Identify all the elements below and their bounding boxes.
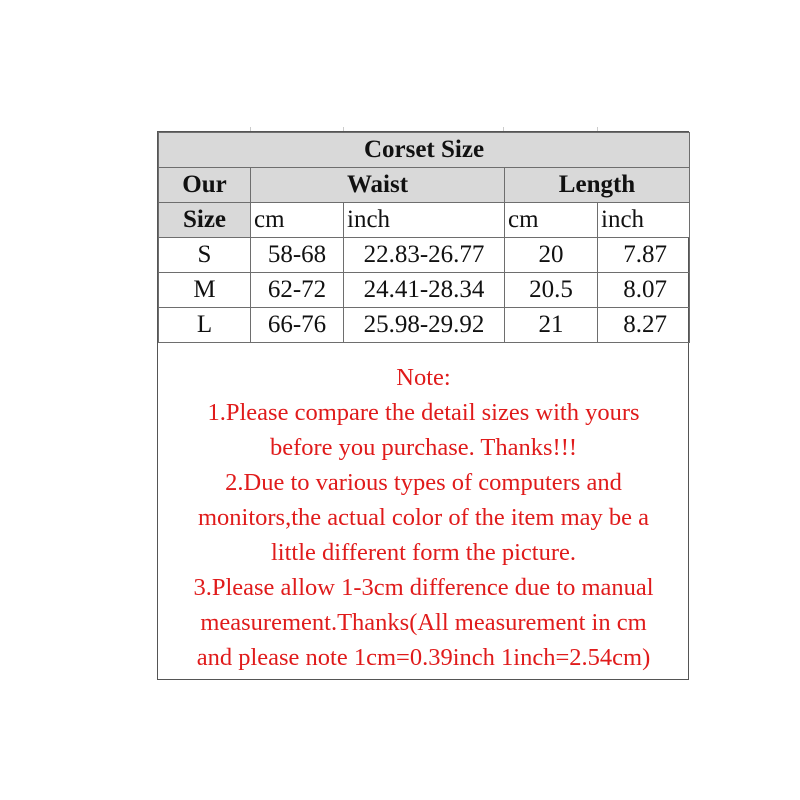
units-row [159, 203, 690, 238]
size-header-line1: Our [159, 168, 251, 203]
note-line: measurement.Thanks(All measurement in cm [200, 609, 647, 636]
table-row [159, 238, 690, 273]
size-label: L [159, 308, 251, 343]
note-heading: Note: [396, 364, 451, 391]
length-inch-value: 8.27 [598, 308, 690, 343]
table-row [159, 308, 690, 343]
notes-section [158, 348, 689, 680]
length-cm-value: 21 [505, 308, 598, 343]
note-line: before you purchase. Thanks!!! [269, 434, 578, 461]
table-title: Corset Size [159, 133, 690, 168]
note-line: 2.Due to various types of computers and [225, 469, 622, 496]
length-cm-value: 20.5 [505, 273, 598, 308]
size-label: S [159, 238, 251, 273]
unit-length-cm: cm [505, 203, 598, 238]
length-cm-value: 20 [505, 238, 598, 273]
unit-waist-cm: cm [251, 203, 344, 238]
length-inch-value: 8.07 [598, 273, 690, 308]
size-header-line2: Size [159, 203, 251, 238]
header-row [159, 168, 690, 203]
note-line: 1.Please compare the detail sizes with yours [207, 399, 640, 426]
length-header: Length [505, 168, 690, 203]
size-chart [157, 131, 689, 680]
waist-cm-value: 62-72 [251, 273, 344, 308]
note-line: and please note 1cm=0.39inch 1inch=2.54cm) [196, 644, 651, 671]
table-row [159, 273, 690, 308]
length-inch-value: 7.87 [598, 238, 690, 273]
waist-cm-value: 58-68 [251, 238, 344, 273]
unit-waist-inch: inch [344, 203, 505, 238]
waist-header: Waist [251, 168, 505, 203]
note-line: 3.Please allow 1-3cm difference due to manual [193, 574, 654, 601]
note-line: little different form the picture. [270, 539, 576, 566]
waist-cm-value: 66-76 [251, 308, 344, 343]
waist-inch-value: 24.41-28.34 [344, 273, 505, 308]
title-row [159, 133, 690, 168]
waist-inch-value: 25.98-29.92 [344, 308, 505, 343]
size-label: M [159, 273, 251, 308]
unit-length-inch: inch [598, 203, 690, 238]
note-line: monitors,the actual color of the item may be a [197, 504, 650, 531]
size-table [158, 132, 690, 343]
waist-inch-value: 22.83-26.77 [344, 238, 505, 273]
